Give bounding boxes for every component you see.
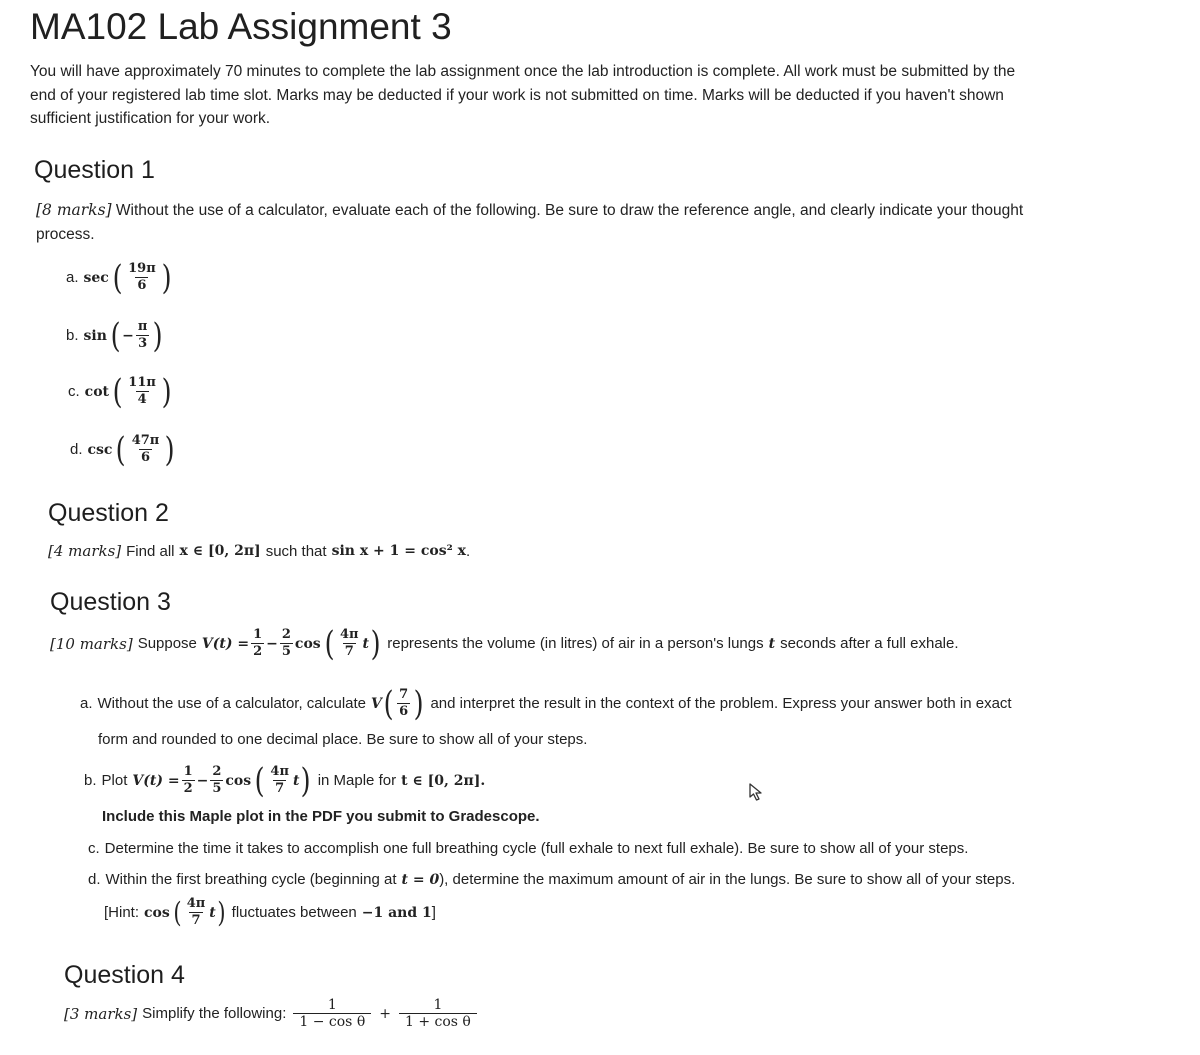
fraction: $\frac{47\pi}{6}$ bbox=[131, 433, 160, 465]
q3-part-b-cont: Include this Maple plot in the PDF you submit to Gradescope. bbox=[102, 808, 540, 825]
item-label: a. bbox=[66, 269, 79, 286]
q3-part-b: b. Plot V(t) = $\frac{1}{2}$ − $\frac{2}{5}$ cos ( $\frac{4\pi}{7}$ t ) in Maple for t ∈ [0, 2π]. bbox=[84, 760, 486, 801]
variable: t bbox=[292, 772, 300, 789]
intro-line: sufficient justification for your work. bbox=[30, 110, 271, 127]
function-name: sec bbox=[83, 269, 109, 286]
fraction: $\frac{2}{5}$ bbox=[212, 764, 222, 796]
page-title: MA102 Lab Assignment 3 bbox=[30, 6, 452, 47]
q3a-text: and interpret the result in the context of the problem. Express your answer both in exact bbox=[430, 695, 1012, 712]
variable: V bbox=[371, 695, 382, 712]
question-2-text bbox=[48, 542, 470, 560]
question-4-text bbox=[64, 998, 479, 1029]
item-label: b. bbox=[66, 327, 79, 344]
fraction: $\frac{19\pi}{6}$ bbox=[128, 261, 156, 293]
fraction: $\frac{4\pi}{7}$ bbox=[186, 896, 206, 928]
q1-item-b: b. sin ( − $\frac{\pi}{3}$ ) bbox=[66, 315, 164, 356]
q1-instruction: Without the use of a calculator, evaluate each of the following. Be sure to draw the reference angle, and clearly indicate your thought bbox=[115, 202, 1024, 219]
equation: t = 0 bbox=[401, 871, 440, 888]
item-label: c. bbox=[68, 383, 80, 400]
fraction: $\frac{1}{2}$ bbox=[183, 764, 193, 796]
fraction: $\frac{1}{2}$ bbox=[253, 627, 263, 659]
fraction: $\frac{\pi}{3}$ bbox=[137, 319, 148, 351]
equation: sin x + 1 = cos² x bbox=[331, 543, 466, 559]
function-def: V(t) = bbox=[201, 635, 250, 652]
q3-text: represents the volume (in litres) of air in a person's lungs bbox=[387, 635, 764, 652]
period: . bbox=[465, 542, 471, 560]
plus-sign: + bbox=[379, 1005, 391, 1022]
item-label: d. bbox=[70, 441, 83, 458]
minus-sign: − bbox=[196, 772, 209, 789]
q3-text: Suppose bbox=[137, 635, 197, 652]
marks-label: [10 marks] bbox=[50, 634, 133, 653]
fraction: $\frac{1}{\text{1 − cos θ}}$ bbox=[293, 998, 371, 1029]
question-3-text: [10 marks] Suppose V(t) = $\frac{1}{2}$ − $\frac{2}{5}$ cos ( $\frac{4\pi}{7}$ t ) represents the volume (in litres) of air in a person's lungs t seconds after a full exhale. bbox=[50, 623, 959, 664]
q1-item-a: a. sec ( $\frac{19\pi}{6}$ ) bbox=[66, 257, 172, 298]
q3-part-d bbox=[88, 871, 1015, 888]
function-def: V(t) = bbox=[132, 772, 180, 789]
minus-sign: − bbox=[122, 327, 134, 344]
q2-text: such that bbox=[265, 542, 327, 560]
variable: t bbox=[209, 904, 216, 921]
marks-label: [3 marks] bbox=[64, 1004, 138, 1023]
question-4-heading: Question 4 bbox=[64, 961, 185, 989]
interval: x ∈ [0, 2π] bbox=[179, 543, 261, 559]
q3c-text: Determine the time it takes to accomplish one full breathing cycle (full exhale to next full exhale). Be sure to show all of your steps. bbox=[104, 840, 969, 857]
intro-paragraph bbox=[30, 60, 1180, 131]
q3-part-a-cont: form and rounded to one decimal place. Be sure to show all of your steps. bbox=[98, 731, 588, 748]
fraction: $\frac{1}{\text{1 + cos θ}}$ bbox=[399, 998, 477, 1029]
hint-label: ] bbox=[431, 904, 436, 921]
q3-hint: [Hint: cos ( $\frac{4\pi}{7}$ t ) fluctuates between −1 and 1 ] bbox=[104, 895, 436, 929]
fraction: $\frac{2}{5}$ bbox=[281, 627, 291, 659]
minus-sign: − bbox=[266, 635, 278, 652]
item-label: b. bbox=[84, 772, 97, 789]
function-name: cos bbox=[144, 904, 170, 921]
q3b-text: in Maple for bbox=[317, 772, 397, 789]
q3-part-a: a. Without the use of a calculator, calculate V ( $\frac{7}{6}$ ) and interpret the result in the context of the problem. Express your answer both in exact bbox=[80, 683, 1012, 724]
q1-item-c: c. cot ( $\frac{11\pi}{4}$ ) bbox=[68, 371, 172, 412]
fraction: $\frac{11\pi}{4}$ bbox=[128, 375, 156, 407]
interval: t ∈ [0, 2π]. bbox=[401, 772, 486, 789]
q3b-text: Plot bbox=[101, 772, 128, 789]
q3-part-c bbox=[88, 840, 968, 857]
mouse-pointer-icon bbox=[748, 782, 766, 807]
hint-text: fluctuates between bbox=[231, 904, 357, 921]
q3-text: seconds after a full exhale. bbox=[780, 635, 959, 652]
item-label: d. bbox=[88, 871, 101, 888]
q1-item-d: d. csc ( $\frac{47\pi}{6}$ ) bbox=[70, 429, 175, 470]
q3a-text: Without the use of a calculator, calculate bbox=[97, 695, 366, 712]
function-name: cos bbox=[294, 635, 321, 652]
marks-label: [8 marks] bbox=[36, 201, 112, 219]
hint-label: [Hint: bbox=[104, 904, 140, 921]
fraction: $\frac{7}{6}$ bbox=[399, 687, 409, 719]
q2-text: Find all bbox=[126, 542, 175, 560]
q1-instruction-cont: process. bbox=[36, 225, 95, 243]
fraction: $\frac{4\pi}{7}$ bbox=[270, 764, 289, 796]
function-name: csc bbox=[87, 441, 113, 458]
intro-line: end of your registered lab time slot. Marks may be deducted if your work is not submitted on time. Marks will be deducted if you haven't shown bbox=[30, 86, 1004, 104]
q3d-text: ), determine the maximum amount of air in the lungs. Be sure to show all of your steps. bbox=[439, 871, 1016, 888]
range: −1 and 1 bbox=[361, 904, 432, 921]
function-name: sin bbox=[83, 327, 107, 344]
function-name: cot bbox=[84, 383, 110, 400]
item-label: c. bbox=[88, 840, 100, 857]
intro-line: You will have approximately 70 minutes to complete the lab assignment once the lab introduction is complete. All work must be submitted by the bbox=[30, 63, 1016, 80]
variable: t bbox=[362, 635, 369, 652]
item-label: a. bbox=[80, 695, 93, 712]
marks-label: [4 marks] bbox=[48, 542, 122, 560]
question-1-text bbox=[36, 199, 1186, 246]
variable: t bbox=[768, 635, 776, 652]
question-1-heading: Question 1 bbox=[34, 156, 155, 184]
function-name: cos bbox=[225, 772, 252, 789]
q3d-text: Within the first breathing cycle (beginning at bbox=[105, 871, 397, 888]
q4-text: Simplify the following: bbox=[142, 1005, 287, 1022]
question-3-heading: Question 3 bbox=[50, 588, 171, 616]
fraction: $\frac{4\pi}{7}$ bbox=[339, 627, 359, 659]
question-2-heading: Question 2 bbox=[48, 499, 169, 527]
